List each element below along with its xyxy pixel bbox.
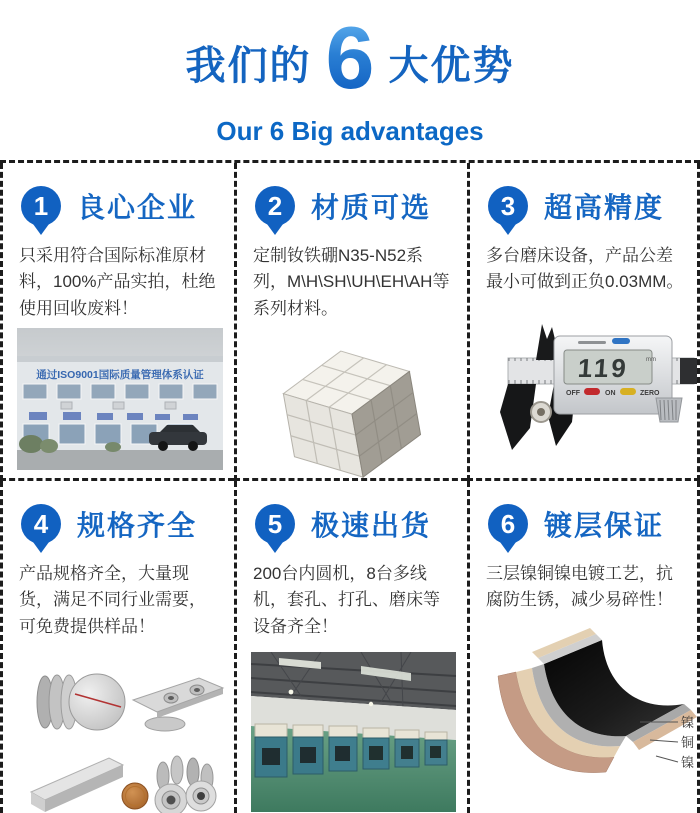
card-3-header — [488, 181, 685, 231]
coating-label-nickel-inner: 镍 — [681, 714, 695, 730]
coating-label-nickel-outer: 镍 — [681, 754, 695, 770]
caliper-unit: mm — [646, 356, 656, 363]
brand-mark — [578, 341, 606, 344]
digital-caliper-photo — [484, 302, 698, 474]
bar-magnet-with-coin — [31, 758, 148, 812]
ceiling-light — [289, 690, 294, 695]
card-5-title: 极速出货 — [311, 510, 432, 541]
fixed-lower-jaw — [500, 384, 536, 450]
advantage-card-5 — [234, 481, 467, 813]
measured-ring-magnet — [531, 402, 551, 422]
card-4-description: 产品规格齐全，大量现货，满足不同行业需要，可免费提供样品！ — [19, 564, 206, 636]
card-1-title: 良心企业 — [77, 192, 198, 223]
coating-label-copper: 铜 — [681, 734, 695, 750]
on-button — [584, 388, 600, 395]
zero-button — [620, 388, 636, 395]
thumb-wheel — [656, 398, 682, 422]
number-pin-icon: 2 — [255, 186, 295, 226]
page-subtitle: Our 6 Big advantages — [216, 116, 484, 146]
countersunk-plate-magnet — [133, 678, 223, 731]
card-1-description: 只采用符合国际标准原材料，100%产品实拍，杜绝使用回收废料！ — [19, 246, 216, 318]
card-5-header — [255, 499, 455, 549]
advantage-card-2 — [234, 163, 467, 481]
blue-button — [612, 338, 630, 344]
advantage-card-3 — [467, 163, 700, 481]
magnet-cube — [278, 340, 426, 481]
coating-layers-photo — [484, 624, 700, 796]
magnet-assortment-photo — [17, 646, 227, 813]
card-5-description: 200台内圆机，8台多线机，套孔、打孔、磨床等设备齐全！ — [253, 564, 440, 636]
card-4-header — [21, 499, 222, 549]
advantage-card-1 — [0, 163, 234, 481]
card-3-title: 超高精度 — [544, 192, 665, 223]
advantages-grid — [0, 160, 700, 813]
zero-label: ZERO — [640, 389, 660, 397]
title-suffix: 大优势 — [388, 43, 515, 88]
ceiling-light — [369, 702, 373, 706]
card-3-description: 多台磨床设备，产品公差最小可做到正负0.03MM。 — [486, 246, 684, 292]
title-big-number: 6 — [325, 8, 375, 108]
card-6-title: 镀层保证 — [544, 510, 665, 541]
factory-sign-text: 通过ISO9001国际质量管理体系认证 — [36, 369, 204, 382]
number-pin-icon: 3 — [488, 186, 528, 226]
coating-cross-section — [498, 628, 697, 773]
number-pin-icon: 4 — [21, 504, 61, 544]
caliper-reading: 119 — [576, 352, 630, 383]
number-pin-icon: 1 — [21, 186, 61, 226]
card-4-title: 规格齐全 — [77, 510, 198, 541]
card-6-header — [488, 499, 685, 549]
disc-magnet-stack — [37, 674, 125, 730]
card-2-description: 定制钕铁硼N35-N52系列，M\H\SH\UH\EH\AH等系列材料。 — [253, 246, 450, 318]
magnet-cube-photo — [253, 328, 453, 481]
on-label: ON — [605, 389, 616, 397]
caliper-body — [554, 336, 672, 414]
card-2-header — [255, 181, 455, 231]
workshop-machines-photo — [251, 652, 456, 812]
ring-magnet-cluster — [155, 756, 216, 813]
off-label: OFF — [566, 389, 580, 397]
card-6-description: 三层镍铜镍电镀工艺，抗腐防生锈，减少易碎性！ — [486, 564, 673, 610]
advantage-card-4 — [0, 481, 234, 813]
card-2-title: 材质可选 — [311, 192, 432, 223]
factory-building-photo — [17, 328, 223, 470]
card-1-header — [21, 181, 222, 231]
advantage-card-6 — [467, 481, 700, 813]
title-prefix: 我们的 — [185, 43, 312, 88]
number-pin-icon: 5 — [255, 504, 295, 544]
number-pin-icon: 6 — [488, 504, 528, 544]
page-header — [0, 0, 700, 160]
page-title — [0, 8, 700, 110]
